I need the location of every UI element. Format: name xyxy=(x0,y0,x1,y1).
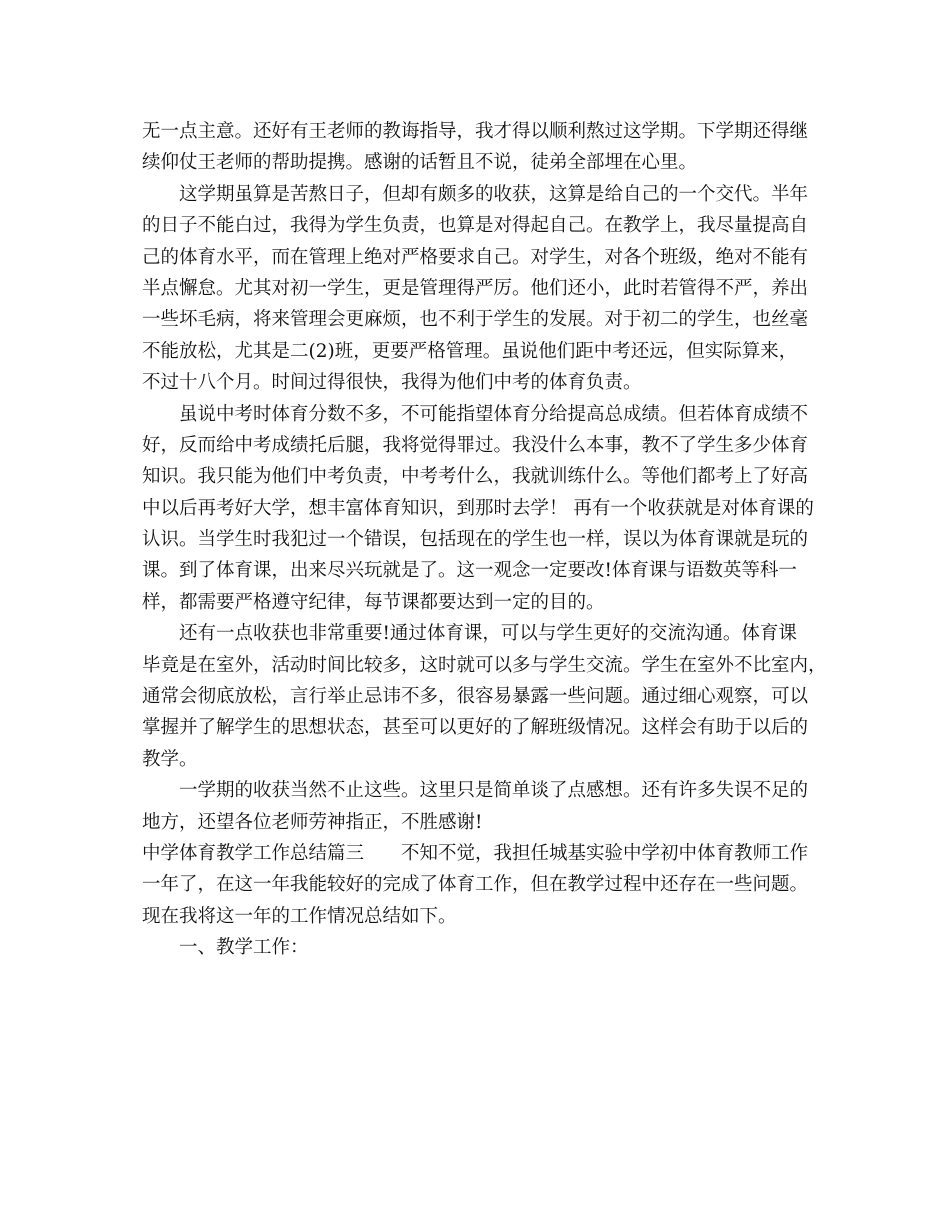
text-line: 教学。 xyxy=(142,748,198,770)
text-line: 毕竟是在室外，活动时间比较多，这时就可以多与学生交流。学生在室外不比室内， xyxy=(142,654,827,676)
text-line: 好，反而给中考成绩托后腿，我将觉得罪过。我没什么本事，教不了学生多少体育 xyxy=(142,434,809,456)
text-line: 还有一点收获也非常重要!通过体育课，可以与学生更好的交流沟通。体育课 xyxy=(179,623,797,645)
text-line: 现在我将这一年的工作情况总结如下。 xyxy=(142,905,457,927)
text-line: 课。到了体育课，出来尽兴玩就是了。这一观念一定要改!体育课与语数英等科一 xyxy=(142,560,797,582)
text-line: 虽说中考时体育分数不多，不可能指望体育分给提高总成绩。但若体育成绩不 xyxy=(179,403,809,425)
text-line: 一、教学工作： xyxy=(179,937,309,959)
text-line: 认识。当学生时我犯过一个错误，包括现在的学生也一样，误以为体育课就是玩的 xyxy=(142,529,809,551)
text-line: 地方，还望各位老师劳神指正，不胜感谢! xyxy=(142,811,483,833)
text-line: 知识。我只能为他们中考负责，中考考什么，我就训练什么。等他们都考上了好高 xyxy=(142,466,809,488)
text-line: 一些坏毛病，将来管理会更麻烦，也不利于学生的发展。对于初二的学生，也丝毫 xyxy=(142,309,809,331)
text-line: 不能放松，尤其是二(2)班，更要严格管理。虽说他们距中考还远，但实际算来， xyxy=(142,340,798,362)
text-line: 己的体育水平，而在管理上绝对严格要求自己。对学生，对各个班级，绝对不能有 xyxy=(142,246,809,268)
text-line: 掌握并了解学生的思想状态，甚至可以更好的了解班级情况。这样会有助于以后的 xyxy=(142,717,809,739)
text-line: 一年了，在这一年我能较好的完成了体育工作，但在教学过程中还存在一些问题。 xyxy=(142,874,809,896)
text-line: 样，都需要严格遵守纪律，每节课都要达到一定的目的。 xyxy=(142,591,605,613)
text-line: 续仰仗王老师的帮助提携。感谢的话暂且不说，徒弟全部埋在心里。 xyxy=(142,152,698,174)
text-line: 无一点主意。还好有王老师的教诲指导，我才得以顺利熬过这学期。下学期还得继 xyxy=(142,121,809,142)
text-line: 中学体育教学工作总结篇三 不知不觉，我担任城基实验中学初中体育教师工作 xyxy=(142,842,809,864)
text-line: 一学期的收获当然不止这些。这里只是简单谈了点感想。还有许多失误不足的 xyxy=(179,780,809,802)
text-line: 半点懈怠。尤其对初一学生，更是管理得严厉。他们还小，此时若管得不严，养出 xyxy=(142,277,809,299)
text-line: 中以后再考好大学，想丰富体育知识，到那时去学！ 再有一个收获就是对体育课的 xyxy=(142,497,814,519)
text-line: 的日子不能白过，我得为学生负责，也算是对得起自己。在教学上，我尽量提高自 xyxy=(142,215,809,237)
text-line: 这学期虽算是苦熬日子，但却有颇多的收获，这算是给自己的一个交代。半年 xyxy=(179,183,809,205)
text-line: 通常会彻底放松，言行举止忌讳不多，很容易暴露一些问题。通过细心观察，可以 xyxy=(142,686,809,708)
text-line: 不过十八个月。时间过得很快，我得为他们中考的体育负责。 xyxy=(142,372,642,394)
document-body xyxy=(142,116,827,964)
